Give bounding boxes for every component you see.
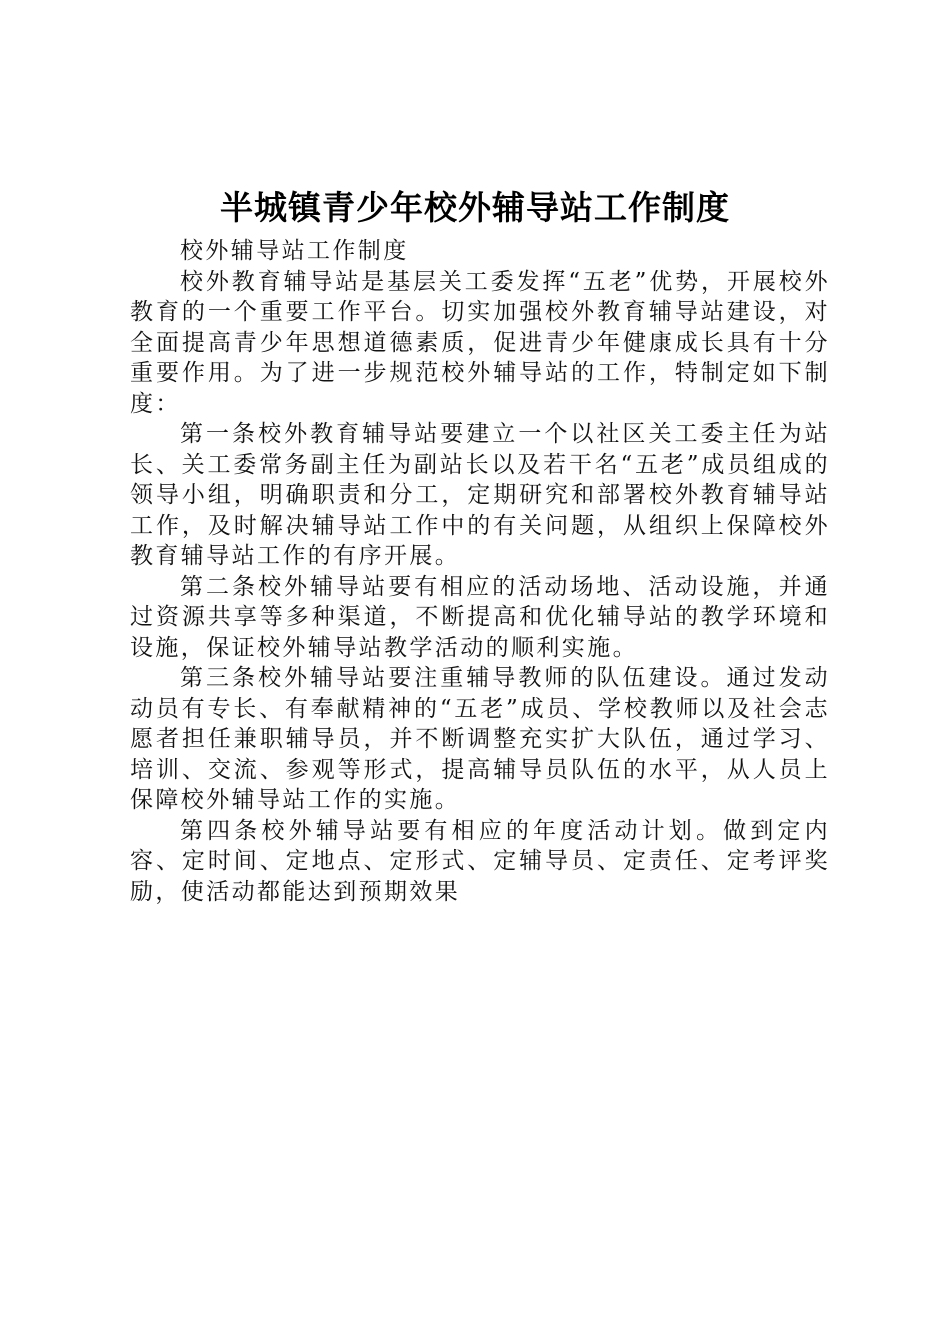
paragraph-subtitle: 校外辅导站工作制度 (180, 238, 409, 264)
paragraph-article-1: 第一条校外教育辅导站要建立一个以社区关工委主任为站长、关工委常务副主任为副站长以及若干名“五老”成员组成的领导小组，明确职责和分工，定期研究和部署校外教育辅导站工作，及时解决辅导站工作中的有关问题，从组织上保障校外教育辅导站工作的有序开展。 (130, 421, 830, 569)
paragraph-article-2: 第二条校外辅导站要有相应的活动场地、活动设施，并通过资源共享等多种渠道，不断提高和优化辅导站的教学环境和设施，保证校外辅导站教学活动的顺利实施。 (130, 573, 830, 661)
paragraph-article-4: 第四条校外辅导站要有相应的年度活动计划。做到定内容、定时间、定地点、定形式、定辅导员、定责任、定考评奖励，使活动都能达到预期效果 (130, 817, 830, 905)
document-title: 半城镇青少年校外辅导站工作制度 (220, 188, 730, 227)
paragraph-intro: 校外教育辅导站是基层关工委发挥“五老”优势，开展校外教育的一个重要工作平台。切实加强校外教育辅导站建设，对全面提高青少年思想道德素质，促进青少年健康成长具有十分重要作用。为了进一步规范校外辅导站的工作，特制定如下制度： (130, 268, 830, 417)
document-body (130, 236, 830, 907)
paragraph-article-3: 第三条校外辅导站要注重辅导教师的队伍建设。通过发动动员有专长、有奉献精神的“五老”成员、学校教师以及社会志愿者担任兼职辅导员，并不断调整充实扩大队伍，通过学习、培训、交流、参观等形式，提高辅导员队伍的水平，从人员上保障校外辅导站工作的实施。 (130, 665, 830, 813)
